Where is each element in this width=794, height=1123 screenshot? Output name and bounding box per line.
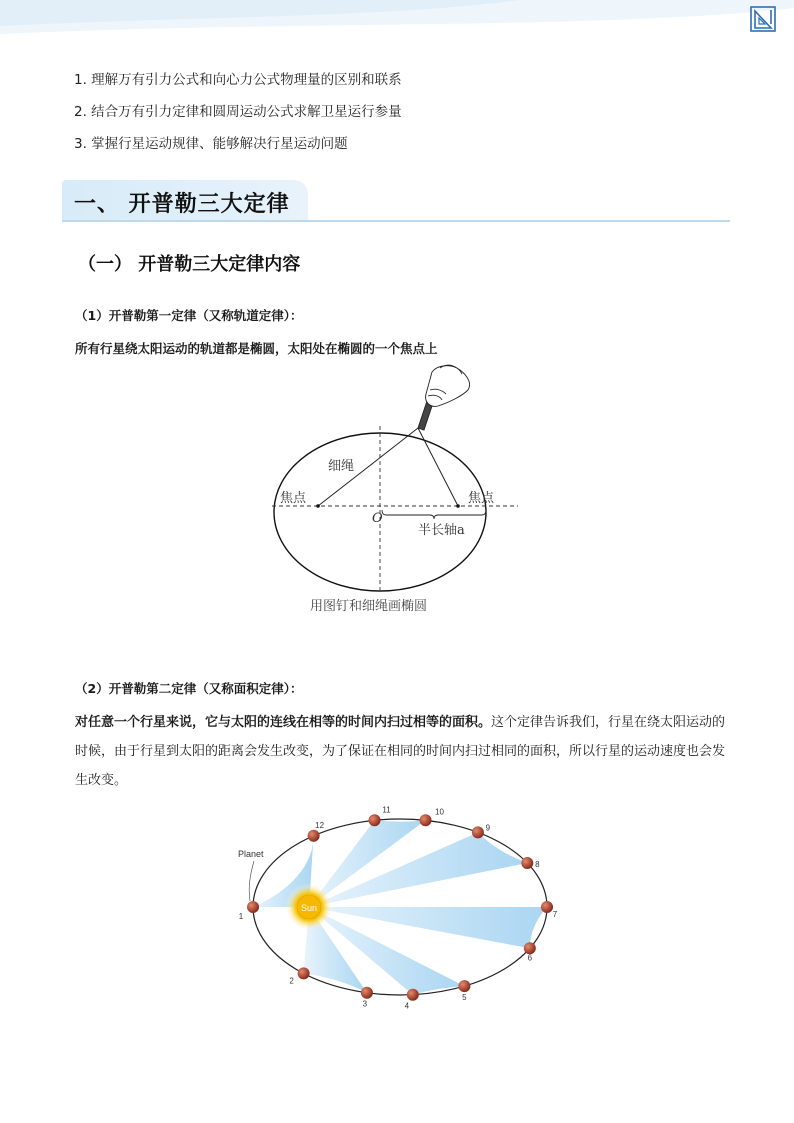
- section-header-rule: [62, 220, 730, 222]
- label-focus-left: 焦点: [280, 491, 307, 506]
- planet-position-label: 2: [289, 976, 294, 986]
- planet-position-label: 9: [485, 823, 491, 833]
- label-center-o: O: [372, 511, 383, 526]
- figure1-caption: 用图钉和细绳画椭圆: [310, 599, 428, 614]
- learning-objectives: [74, 70, 734, 166]
- planet-position-label: 7: [552, 910, 558, 919]
- planet-dot: [420, 814, 432, 826]
- section-header: [62, 180, 730, 222]
- planet-dot: [369, 814, 381, 826]
- law2-body: [75, 708, 727, 795]
- planet-position-label: 11: [382, 805, 391, 815]
- planet-position-label: 12: [315, 820, 325, 830]
- planet-position-label: 1: [238, 912, 244, 921]
- law2-body-bold: 对任意一个行星来说，它与太阳的连线在相等的时间内扫过相等的面积。: [75, 715, 492, 730]
- equal-area-orbit-figure: [228, 805, 568, 1010]
- objective-1: 1. 理解万有引力公式和向心力公式物理量的区别和联系: [74, 72, 402, 88]
- planet-dot: [298, 967, 310, 979]
- ellipse-drawing-figure: [262, 362, 522, 618]
- label-semi-major: 半长轴a: [418, 523, 465, 538]
- string-right: [418, 428, 458, 506]
- planet-position-label: 3: [362, 999, 368, 1009]
- planet-position-label: 5: [462, 993, 467, 1003]
- section-title: 一、 开普勒三大定律: [74, 192, 290, 217]
- hand-pencil-icon: [418, 365, 470, 430]
- subsection-title: （一） 开普勒三大定律内容: [78, 254, 301, 275]
- planet-dot: [361, 987, 373, 999]
- planet-dot: [247, 901, 259, 913]
- planet-dot: [308, 830, 320, 842]
- header-wave-decoration: [0, 0, 794, 40]
- planet-position-label: 4: [404, 1001, 410, 1010]
- planet-dot: [521, 857, 533, 869]
- law2-title: （2）开普勒第二定律（又称面积定律）：: [75, 681, 303, 696]
- objective-2: 2. 结合万有引力定律和圆周运动公式求解卫星运行参量: [74, 104, 402, 120]
- planet-dot: [472, 826, 484, 838]
- planet-label: Planet: [238, 849, 264, 859]
- pin-left: [316, 504, 320, 508]
- label-string: 细绳: [328, 459, 355, 474]
- sun-label: Sun: [300, 903, 318, 913]
- planet-dot: [541, 901, 553, 913]
- planet-dot: [407, 989, 419, 1001]
- planet-dot: [458, 980, 470, 992]
- planet-position-label: 8: [535, 860, 540, 869]
- planet-position-label: 6: [527, 953, 533, 963]
- pin-right: [456, 504, 460, 508]
- law1-body: 所有行星绕太阳运动的轨道都是椭圆，太阳处在椭圆的一个焦点上: [75, 341, 438, 356]
- planet-pointer: [249, 861, 254, 901]
- law1-title: （1）开普勒第一定律（又称轨道定律）：: [75, 308, 303, 323]
- label-focus-right: 焦点: [468, 491, 495, 506]
- ruler-triangle-logo-icon: [750, 6, 776, 32]
- planet-position-label: 10: [435, 807, 444, 817]
- semi-major-brace: [382, 510, 486, 519]
- objective-3: 3. 掌握行星运动规律、能够解决行星运动问题: [74, 136, 348, 152]
- law2-body-rest: 这个定律告诉我们，行星在绕太阳运动的时候，由于行星到太阳的距离会发生改变，为了保证在相同的时间内扫过相同的面积，所以行星的运动速度也会发生改变。: [75, 715, 726, 788]
